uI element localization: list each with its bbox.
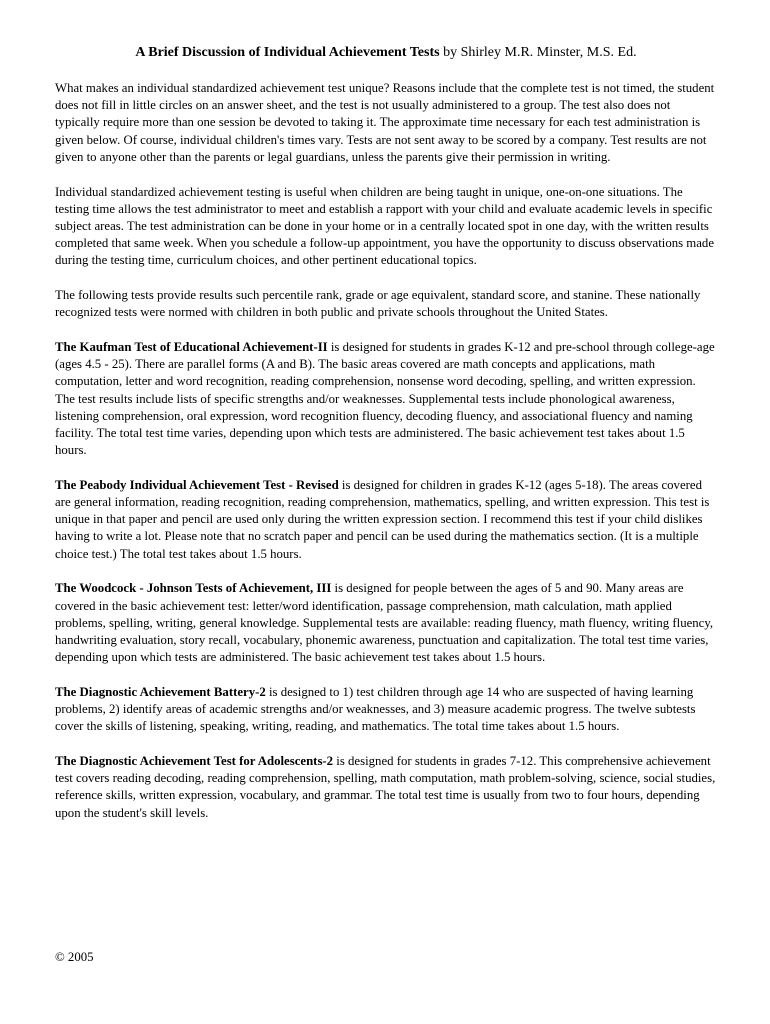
test-name: The Peabody Individual Achievement Test - Revised bbox=[55, 477, 339, 492]
document-page bbox=[55, 44, 717, 839]
test-description: is designed to 1) test children through age 14 who are suspected of having learning problems, 2) identify areas of academic strengths and/or weaknesses, and 3) measure academic progress. The twelve subtests cover the skills of listening, speaking, writing, reading, and mathematics. The total time takes about 1.5 hours. bbox=[55, 684, 696, 734]
intro-paragraph: Individual standardized achievement testing is useful when children are being taught in unique, one-on-one situations. The testing time allows the test administrator to meet and establish a rapport with your child and evaluate academic levels in specific subject areas. The test administration can be done in your home or in a centrally located spot in one day, with the written results completed that same week. When you schedule a follow-up appointment, you have the opportunity to discuss observations made during the testing time, curriculum choices, and other pertinent educational topics. bbox=[55, 184, 715, 268]
test-name: The Diagnostic Achievement Battery-2 bbox=[55, 684, 266, 699]
test-description: is designed for students in grades K-12 and pre-school through college-age (ages 4.5 - 25). There are parallel forms (A and B). The basic areas covered are math concepts and applications, math computation, letter and word recognition, reading comprehension, nonsense word decoding, spelling, and written expression. The test results include lists of specific strengths and/or weaknesses. Supplemental tests include phonological awareness, listening comprehension, oral expression, word recognition fluency, decoding fluency, and associational fluency and naming facility. The total test time varies, depending upon which tests are administered. The basic achievement test takes about 1.5 hours. bbox=[55, 339, 715, 458]
intro-paragraph: The following tests provide results such percentile rank, grade or age equivalent, standard score, and stanine. These nationally recognized tests were normed with children in both public and private schools throughout the United States. bbox=[55, 288, 701, 320]
document-byline: by Shirley M.R. Minster, M.S. Ed. bbox=[443, 45, 637, 60]
test-paragraph-data bbox=[55, 753, 717, 822]
test-description: is designed for children in grades K-12 (ages 5-18). The areas covered are general information, reading recognition, reading comprehension, mathematics, spelling, and written expression. This test is unique in that paper and pencil are used only during the written expression section. I recommend this test if your child dislikes having to write a lot. Please note that no scratch paper and pencil can be used during the mathematics section. (It is a multiple choice test.) The total test takes about 1.5 hours. bbox=[55, 477, 710, 561]
test-paragraph-dab bbox=[55, 684, 717, 736]
test-paragraph-piat bbox=[55, 477, 717, 563]
document-title: A Brief Discussion of Individual Achievement Tests bbox=[135, 45, 440, 60]
test-paragraph-ktea bbox=[55, 339, 717, 459]
test-name: The Woodcock - Johnson Tests of Achievement, III bbox=[55, 581, 332, 596]
intro-paragraph: What makes an individual standardized achievement test unique? Reasons include that the complete test is not timed, the student does not fill in little circles on an answer sheet, and the test is not usually administered to a group. The test also does not typically require more than one session be devoted to taking it. The approximate time necessary for each test administration is given below. Of course, individual children's times vary. Tests are not sent away to be scored by a company. Test results are not given to anyone other than the parents or legal guardians, unless the parents give their permission in writing. bbox=[55, 81, 715, 164]
test-description: is designed for students in grades 7-12. This comprehensive achievement test covers reading decoding, reading comprehension, spelling, math computation, math problem-solving, science, social studies, reference skills, written expression, vocabulary, and grammar. The total test time is usually from two to four hours, depending upon the student's skill levels. bbox=[55, 754, 716, 820]
test-name: The Diagnostic Achievement Test for Adolescents-2 bbox=[55, 754, 334, 768]
copyright-notice: © 2005 bbox=[55, 950, 94, 964]
document-header bbox=[55, 44, 717, 61]
test-name: The Kaufman Test of Educational Achievement-II bbox=[55, 339, 328, 354]
test-description: is designed for people between the ages of 5 and 90. Many areas are covered in the basic achievement test: letter/word identification, passage comprehension, math calculation, math applied problems, spelling, writing, general knowledge. Supplemental tests are available: reading fluency, math fluency, writing fluency, handwriting evaluation, story recall, vocabulary, phonemic awareness, punctuation and capitalization. The total test time varies, depending upon which tests are administered. The basic achievement test takes about 1.5 hours. bbox=[55, 581, 714, 665]
test-paragraph-woodcock-johnson bbox=[55, 580, 717, 666]
